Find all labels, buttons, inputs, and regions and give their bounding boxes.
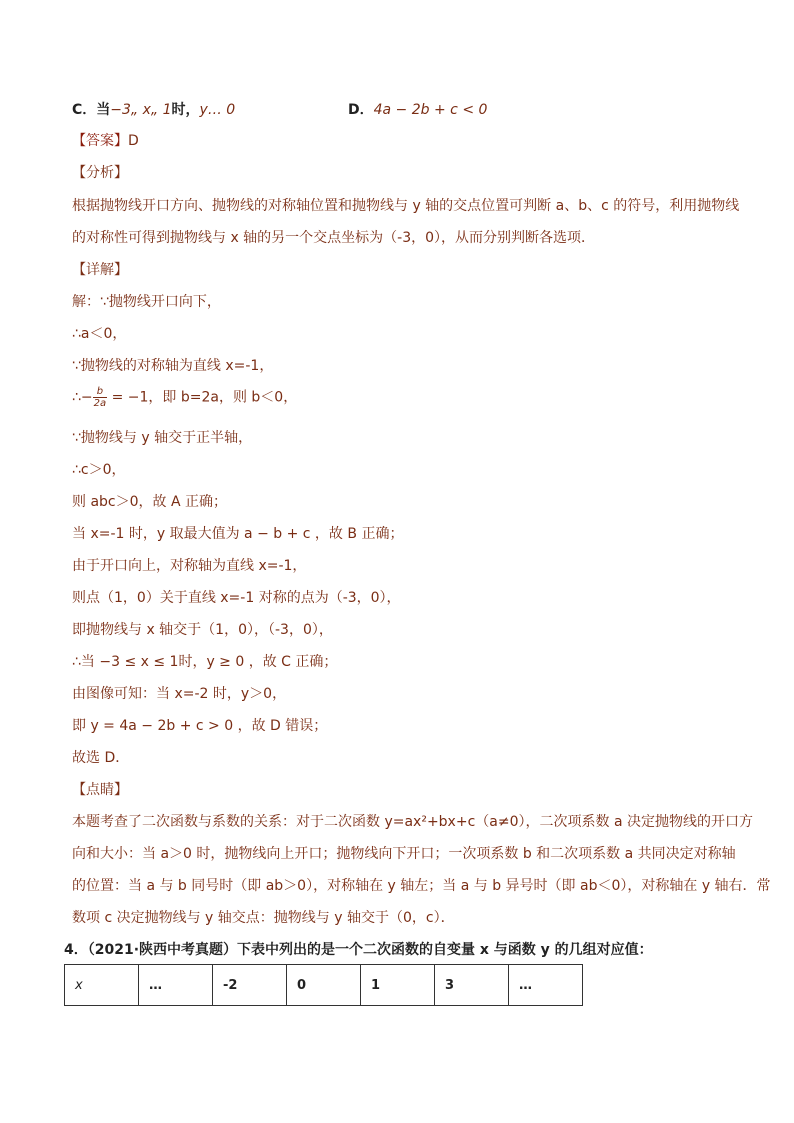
comment-line-1: 本题考查了二次函数与系数的关系：对于二次函数 y=ax²+bx+c（a≠0），二次项系数 a 决定抛物线的开口方 (72, 814, 753, 830)
table-cell: -2 (213, 965, 287, 1006)
fraction-denominator: 2a (93, 398, 107, 409)
table-cell: 3 (435, 965, 509, 1006)
detail-line-3: ∵抛物线的对称轴为直线 x=-1， (72, 358, 274, 374)
value-table (64, 964, 583, 1006)
comment-line-4: 数项 c 决定抛物线与 y 轴交点：抛物线与 y 轴交于（0，c）． (72, 910, 455, 926)
option-c-result: y… 0 (199, 102, 236, 118)
detail-line-2: ∴a＜0， (72, 326, 127, 342)
detail-line-6: ∴c＞0， (72, 462, 126, 478)
comment-line-2: 向和大小：当 a＞0 时，抛物线向上开口；抛物线向下开口；一次项系数 b 和二次项系数 a 共同决定对称轴 (72, 846, 736, 862)
detail-line-13: 由图像可知：当 x=-2 时，y＞0， (72, 686, 287, 702)
option-c (72, 100, 235, 120)
table-cell: 1 (361, 965, 435, 1006)
detail-label: 【详解】 (72, 262, 128, 278)
table-cell: … (139, 965, 213, 1006)
detail-line-4-prefix: ∴− (72, 389, 93, 406)
comment-label: 【点睛】 (72, 782, 128, 798)
table-row (65, 965, 583, 1006)
option-d-label: D． (348, 102, 374, 118)
comment-line-3: 的位置：当 a 与 b 同号时（即 ab＞0），对称轴在 y 轴左；当 a 与 b 异号时（即 ab＜0），对称轴在 y 轴右．常 (72, 878, 771, 894)
question-4-text: 4．（2021·陕西中考真题）下表中列出的是一个二次函数的自变量 x 与函数 y 的几组对应值： (64, 942, 653, 958)
detail-line-12: ∴当 −3 ≤ x ≤ 1时，y ≥ 0 ，故 C 正确； (72, 654, 338, 670)
analysis-label: 【分析】 (72, 165, 128, 181)
table-cell: 0 (287, 965, 361, 1006)
detail-line-7: 则 abc＞0，故 A 正确； (72, 494, 227, 510)
option-c-label: C．当 (72, 102, 111, 118)
option-d-expression: 4a − 2b + c < 0 (373, 102, 488, 118)
analysis-line-2: 的对称性可得到抛物线与 x 轴的另一个交点坐标为（-3，0），从而分别判断各选项． (72, 230, 596, 246)
answer-label: 【答案】 (72, 133, 128, 149)
option-c-when: 时， (171, 102, 200, 118)
fraction (93, 386, 108, 409)
analysis-line-1: 根据抛物线开口方向、抛物线的对称轴位置和抛物线与 y 轴的交点位置可判断 a、b、c 的符号，利用抛物线 (72, 198, 740, 214)
detail-line-11: 即抛物线与 x 轴交于（1，0），（-3，0）， (72, 622, 333, 638)
detail-line-4-suffix: = −1，即 b=2a，则 b＜0， (107, 389, 298, 406)
detail-line-10: 则点（1，0）关于直线 x=-1 对称的点为（-3，0）， (72, 590, 401, 606)
detail-line-15: 故选 D． (72, 750, 130, 766)
table-cell: x (65, 965, 139, 1006)
detail-line-14: 即 y = 4a − 2b + c > 0 ，故 D 错误； (72, 718, 328, 734)
option-c-condition: −3„ x„ 1 (110, 102, 172, 118)
option-d (348, 100, 487, 120)
detail-line-9: 由于开口向上，对称轴为直线 x=-1， (72, 558, 307, 574)
answer-value: D (128, 133, 139, 149)
detail-line-4 (72, 386, 297, 409)
answer-line (72, 131, 139, 151)
detail-line-8: 当 x=-1 时，y 取最大值为 a − b + c ，故 B 正确； (72, 526, 404, 542)
detail-line-5: ∵抛物线与 y 轴交于正半轴， (72, 430, 253, 446)
detail-line-1: 解：∵抛物线开口向下， (72, 294, 221, 310)
fraction-numerator: b (93, 386, 108, 398)
table-cell: … (509, 965, 583, 1006)
